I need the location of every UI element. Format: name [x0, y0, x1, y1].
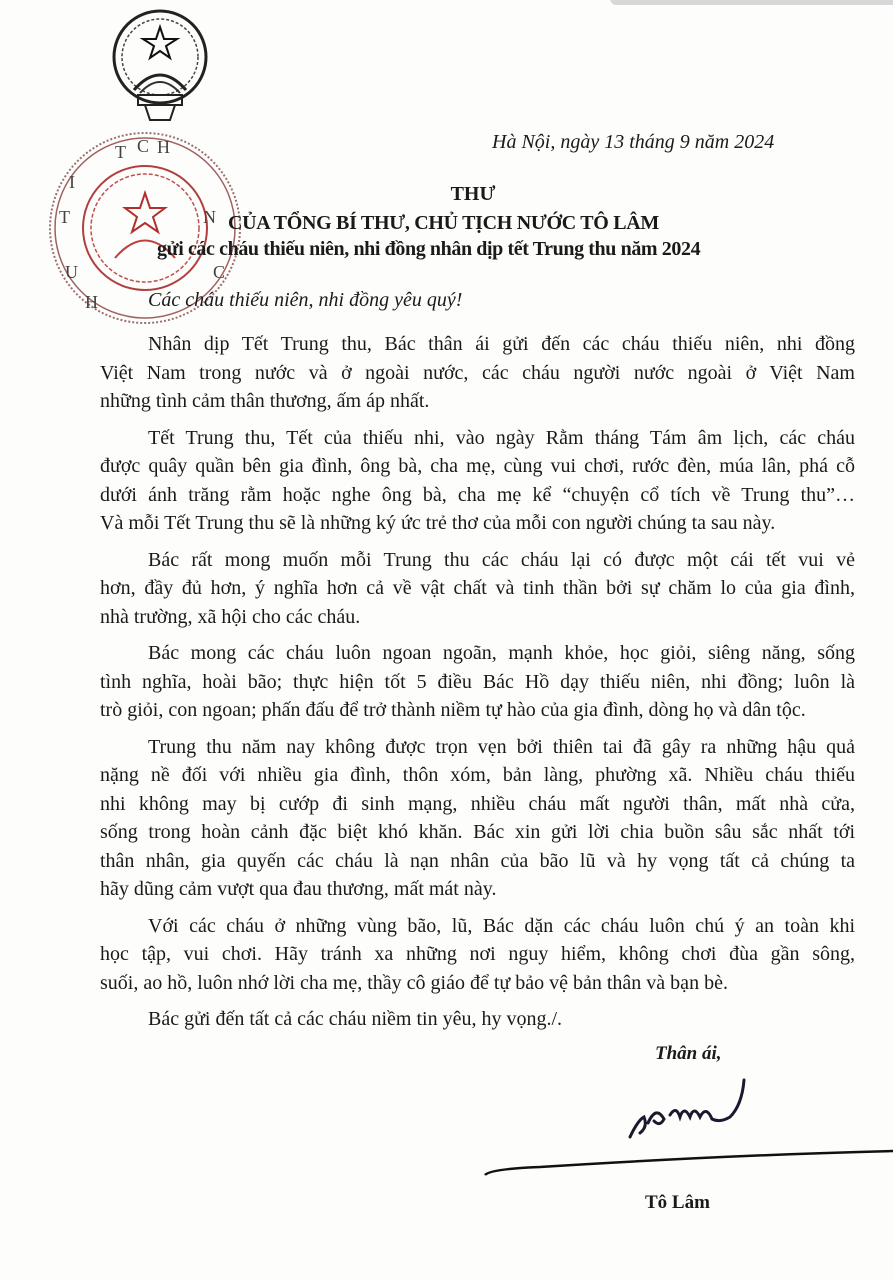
paragraph-line: những tình cảm thân thương, ấm áp nhất. [100, 390, 430, 412]
paragraph [100, 546, 855, 632]
paragraph-line: Bác gửi đến tất cả các cháu niềm tin yêu, hy vọng./. [148, 1008, 563, 1030]
svg-text:T: T [115, 142, 126, 162]
svg-text:N: N [203, 207, 216, 227]
paragraph [100, 639, 855, 725]
greeting: Các cháu thiếu niên, nhi đồng yêu quý! [148, 289, 463, 311]
paragraph-line: suối, ao hồ, luôn nhớ lời cha mẹ, thầy cô giáo để tự bảo vệ bản thân và bạn bè. [100, 971, 728, 994]
paragraph [100, 733, 855, 904]
paragraph-line: Việt Nam trong nước và ở ngoài nước, các cháu người nước ngoài ở Việt Nam [100, 361, 855, 384]
top-edge-bar [610, 0, 893, 5]
national-emblem-icon [100, 5, 220, 135]
svg-text:C: C [137, 136, 150, 156]
paragraph-line: dưới ánh trăng rằm hoặc nghe ông bà, cha mẹ kể “chuyện cổ tích về Trung thu”… [100, 483, 855, 506]
svg-text:H: H [157, 137, 170, 157]
paragraph-line: trò giỏi, con ngoan; phấn đấu để trở thành niềm tự hào của gia đình, dòng họ và dân tộc. [100, 699, 806, 721]
paragraph-line: nặng nề đối với nhiều gia đình, thôn xóm, bản làng, phường xã. Nhiều cháu thiếu [100, 764, 855, 786]
paragraph [100, 912, 855, 998]
paragraph-line: được quây quần bên gia đình, ông bà, cha mẹ, cùng vui chơi, rước đèn, múa lân, phá cỗ [100, 455, 855, 477]
paragraph-line: hơn, đầy đủ hơn, ý nghĩa hơn cả về vật chất và tinh thần bởi sự chăm lo của gia đình, [100, 577, 855, 599]
paragraph-line: sống trong hoàn cảnh đặc biệt khó khăn. Bác xin gửi lời chia buồn sâu sắc nhất tới [100, 821, 855, 843]
letter-title-author: CỦA TỔNG BÍ THƯ, CHỦ TỊCH NƯỚC TÔ LÂM [228, 212, 660, 234]
paragraph [100, 330, 855, 416]
paragraph-line: nhà trường, xã hội cho các cháu. [100, 605, 361, 628]
signature-line [480, 1145, 893, 1185]
closing: Thân ái, [655, 1043, 722, 1064]
svg-text:I: I [69, 172, 75, 192]
paragraph-line: Với các cháu ở những vùng bão, lũ, Bác dặn các cháu luôn chú ý an toàn khi [148, 914, 855, 937]
svg-text:H: H [85, 292, 98, 312]
svg-text:U: U [65, 262, 78, 282]
paragraph-line: Bác rất mong muốn mỗi Trung thu các cháu lại có được một cái tết vui vẻ [148, 548, 855, 571]
letter-title: THƯ [450, 183, 496, 205]
signature [620, 1075, 780, 1150]
paragraph-line: nhi không may bị cướp đi sinh mạng, nhiều cháu mất người thân, mất nhà cửa, [100, 792, 855, 815]
paragraph [100, 424, 855, 538]
paragraph-line: tình nghĩa, hoài bão; thực hiện tốt 5 điều Bác Hồ dạy thiếu niên, nhi đồng; luôn là [100, 670, 855, 693]
paragraph [100, 1005, 855, 1034]
paragraph-line: Bác mong các cháu luôn ngoan ngoãn, mạnh khỏe, học giỏi, siêng năng, sống [148, 642, 855, 664]
svg-text:T: T [59, 207, 70, 227]
date-line: Hà Nội, ngày 13 tháng 9 năm 2024 [492, 131, 775, 153]
paragraph-line: Nhân dịp Tết Trung thu, Bác thân ái gửi đến các cháu thiếu niên, nhi đồng [148, 333, 855, 355]
paragraph-line: học tập, vui chơi. Hãy tránh xa những nơi nguy hiểm, không chơi đùa gần sông, [100, 943, 855, 965]
signer-name: Tô Lâm [645, 1192, 710, 1213]
paragraph-line: Trung thu năm nay không được trọn vẹn bởi thiên tai đã gây ra những hậu quả [148, 735, 855, 758]
paragraph-line: thân nhân, gia quyến các cháu là nạn nhân của bão lũ và hy vọng tất cả chúng ta [100, 849, 855, 872]
svg-text:C: C [213, 262, 226, 282]
paragraph-line: hãy dũng cảm vượt qua đau thương, mất mát này. [100, 878, 497, 900]
paragraph-line: Tết Trung thu, Tết của thiếu nhi, vào ngày Rằm tháng Tám âm lịch, các cháu [148, 426, 855, 449]
letter-title-recipients: gửi các cháu thiếu niên, nhi đồng nhân dịp tết Trung thu năm 2024 [157, 238, 701, 260]
paragraph-line: Và mỗi Tết Trung thu sẽ là những ký ức trẻ thơ của mỗi con người chúng ta sau này. [100, 512, 776, 534]
letter-body [100, 330, 855, 1042]
